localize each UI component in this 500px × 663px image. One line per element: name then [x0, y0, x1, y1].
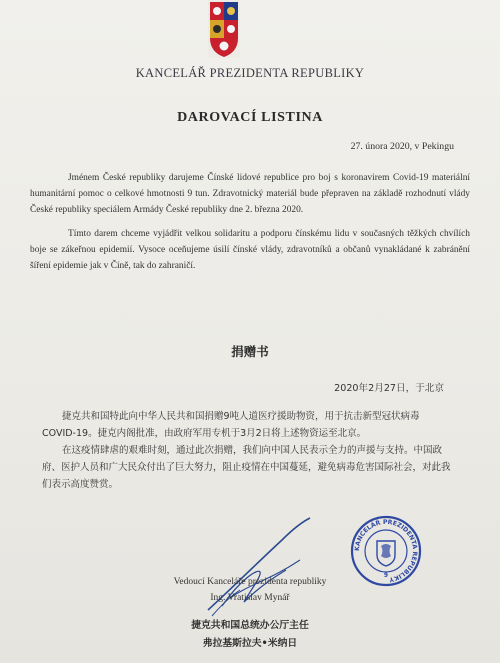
stamp-number: 9 [383, 572, 389, 579]
czech-text-body [30, 170, 470, 282]
signature-block [0, 574, 500, 652]
czech-paragraph: Tímto darem chceme vyjádřit velkou solidaritu a podporu čínskému lidu v současných těžkých chvílích boje se zákeřnou epidemií. Vysoce oceňujeme úsilí čínské vlády, zdravotníků a občanů vynakládané k zabránění šíření epidemie jak v Číně, tak do zahraničí. [30, 229, 470, 271]
date-place-chinese: 2020年2月27日，于北京 [334, 383, 444, 394]
czech-coat-of-arms-emblem [208, 0, 240, 58]
date-place-czech: 27. února 2020, v Pekingu [350, 141, 454, 152]
office-name-heading: KANCELÁŘ PREZIDENTA REPUBLIKY [135, 66, 365, 80]
chinese-paragraph: 捷克共和国特此向中华人民共和国捐赠9吨人道医疗援助物资，用于抗击新型冠状病毒COVID-19。捷克内阁批准，由政府军用专机于3月2日将上述物资运至北京。 [42, 411, 420, 439]
document-title-chinese: 捐赠书 [231, 344, 269, 359]
signatory-name-czech: Ing. Vratislav Mynář [210, 593, 290, 603]
signatory-title-chinese: 捷克共和国总统办公厅主任 [191, 620, 309, 631]
chinese-paragraph: 在这疫情肆虐的艰难时刻，通过此次捐赠，我们向中国人民表示全力的声援与支持。中国政府、医护人员和广大民众付出了巨大努力，阻止疫情在中国蔓延，避免病毒危害国际社会，对此我们表示高度赞赏。 [42, 445, 451, 490]
signatory-name-chinese: 弗拉基斯拉夫•米纳日 [202, 638, 298, 649]
stamp-text: KANCELÁŘ PREZIDENTA REPUBLIKY [353, 518, 419, 583]
czech-paragraph: Jménem České republiky darujeme Čínské lidové republice pro boj s koronavirem Covid-19 materiální humanitární pomoc o celkové hmotnosti 9 tun. Zdravotnický materiál bude přepraven na základě rozhodnutí vlády České republiky speciálem Armády České republiky dne 2. března 2020. [30, 173, 470, 215]
document-title-czech: DAROVACÍ LISTINA [177, 110, 323, 125]
chinese-text-body [42, 408, 452, 493]
signatory-title-czech: Vedoucí Kanceláře prezidenta republiky [173, 577, 327, 587]
